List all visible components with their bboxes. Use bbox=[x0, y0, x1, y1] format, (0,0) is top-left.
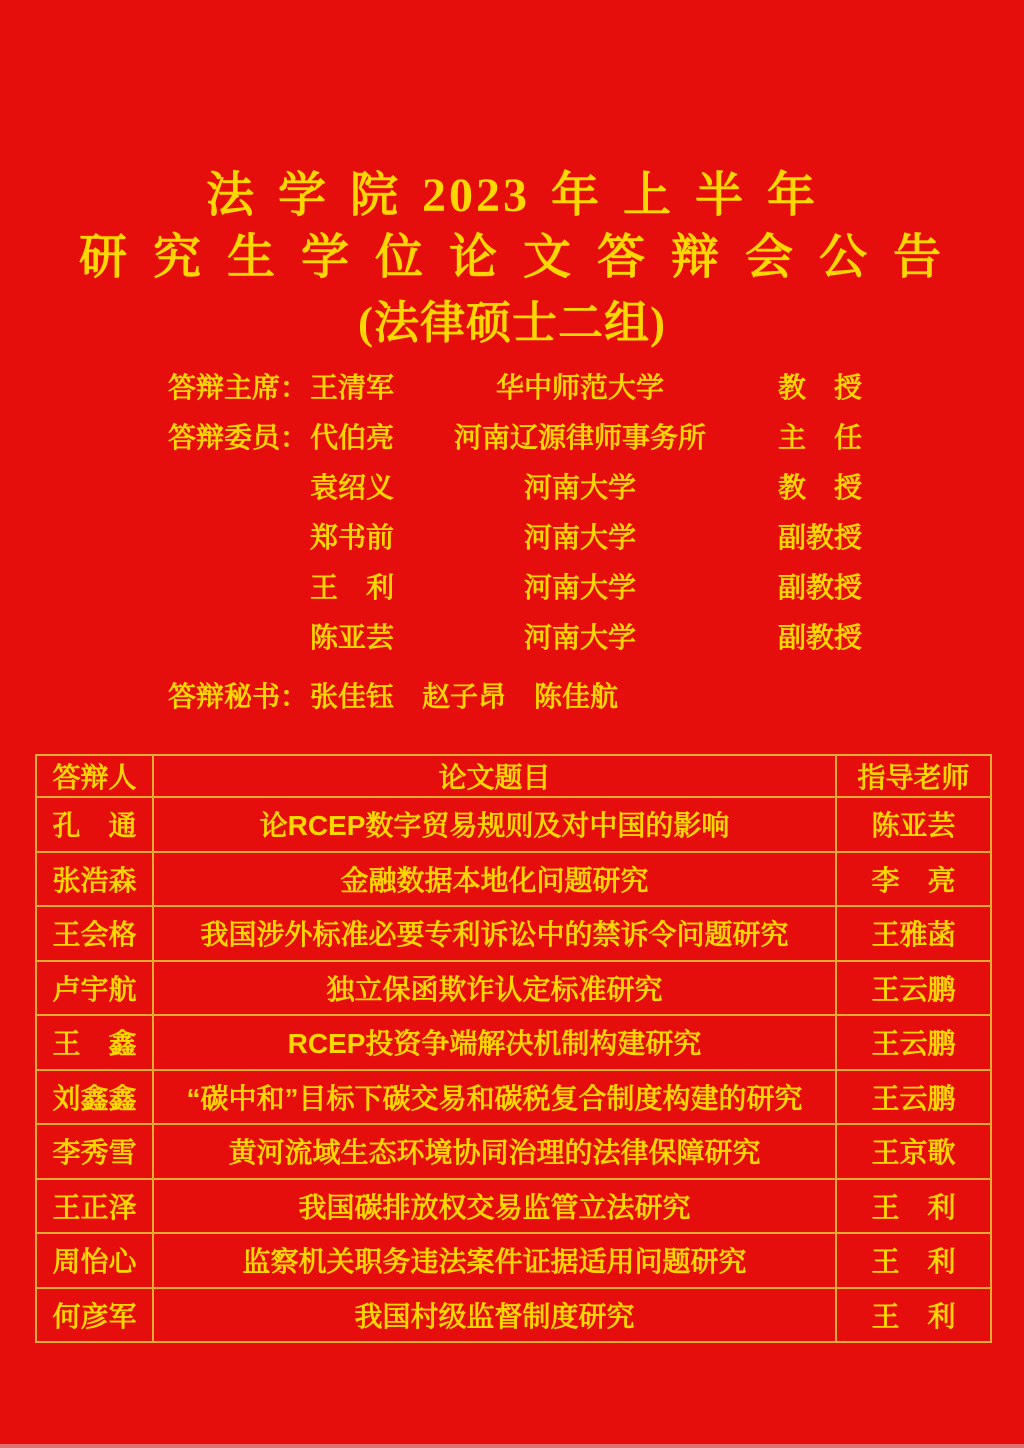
header-advisor: 指导老师 bbox=[836, 755, 991, 797]
defender-name: 卢宇航 bbox=[36, 961, 153, 1016]
advisor-name: 陈亚芸 bbox=[836, 797, 991, 852]
committee-member-rank: 教 授 bbox=[777, 472, 862, 503]
committee-member-institution: 河南大学 bbox=[523, 572, 636, 603]
committee-member-rank: 副教授 bbox=[777, 622, 862, 653]
defender-name: 王 鑫 bbox=[36, 1015, 153, 1070]
committee-role-label: 答辩委员： bbox=[168, 422, 309, 453]
secretary-names: 张佳钰 赵子昂 陈佳航 bbox=[310, 681, 619, 712]
thesis-title: RCEP投资争端解决机制构建研究 bbox=[153, 1015, 836, 1070]
advisor-name: 王京歌 bbox=[836, 1124, 991, 1179]
table-row bbox=[36, 961, 991, 1016]
advisor-name: 王云鹏 bbox=[836, 961, 991, 1016]
committee-row-member bbox=[0, 613, 1024, 663]
committee-row-member bbox=[0, 563, 1024, 613]
advisor-name: 王 利 bbox=[836, 1288, 991, 1343]
committee-member-name: 郑书前 bbox=[310, 522, 395, 553]
scan-bottom-edge bbox=[0, 1444, 1024, 1448]
committee-member-institution: 华中师范大学 bbox=[495, 372, 664, 403]
committee-row-chair bbox=[0, 363, 1024, 413]
committee-member-rank: 副教授 bbox=[777, 522, 862, 553]
committee-row-member bbox=[0, 413, 1024, 463]
thesis-title: 论RCEP数字贸易规则及对中国的影响 bbox=[153, 797, 836, 852]
table-row bbox=[36, 1015, 991, 1070]
committee-member-institution: 河南大学 bbox=[523, 472, 636, 503]
defender-name: 王正泽 bbox=[36, 1179, 153, 1234]
thesis-title: 独立保函欺诈认定标准研究 bbox=[153, 961, 836, 1016]
committee-member-institution: 河南大学 bbox=[523, 522, 636, 553]
committee-member-institution: 河南大学 bbox=[523, 622, 636, 653]
defender-name: 张浩森 bbox=[36, 852, 153, 907]
committee-member-name: 袁绍义 bbox=[310, 472, 395, 503]
advisor-name: 王 利 bbox=[836, 1233, 991, 1288]
thesis-title: “碳中和”目标下碳交易和碳税复合制度构建的研究 bbox=[153, 1070, 836, 1125]
title-line-3-group: (法律硕士二组) bbox=[358, 298, 666, 348]
table-row bbox=[36, 1233, 991, 1288]
poster-title bbox=[0, 168, 1024, 352]
title-line-1: 法 学 院 2023 年 上 半 年 bbox=[205, 169, 818, 222]
table-row bbox=[36, 797, 991, 852]
defender-name: 何彦军 bbox=[36, 1288, 153, 1343]
table-row bbox=[36, 1070, 991, 1125]
defense-schedule-table bbox=[35, 754, 992, 1343]
header-thesis-title: 论文题目 bbox=[153, 755, 836, 797]
table-row bbox=[36, 852, 991, 907]
defender-name: 刘鑫鑫 bbox=[36, 1070, 153, 1125]
table-header-row bbox=[36, 755, 991, 797]
committee-section bbox=[0, 363, 1024, 722]
advisor-name: 王云鹏 bbox=[836, 1070, 991, 1125]
thesis-title: 金融数据本地化问题研究 bbox=[153, 852, 836, 907]
defender-name: 李秀雪 bbox=[36, 1124, 153, 1179]
table-row bbox=[36, 1124, 991, 1179]
defender-name: 孔 通 bbox=[36, 797, 153, 852]
thesis-title: 我国村级监督制度研究 bbox=[153, 1288, 836, 1343]
table-row bbox=[36, 906, 991, 961]
committee-member-name: 王 利 bbox=[310, 572, 395, 603]
advisor-name: 王云鹏 bbox=[836, 1015, 991, 1070]
thesis-title: 黄河流域生态环境协同治理的法律保障研究 bbox=[153, 1124, 836, 1179]
committee-row-member bbox=[0, 463, 1024, 513]
table-row bbox=[36, 1288, 991, 1343]
committee-role-label: 答辩主席： bbox=[168, 372, 309, 403]
committee-member-rank: 副教授 bbox=[777, 572, 862, 603]
header-defender: 答辩人 bbox=[36, 755, 153, 797]
advisor-name: 王 利 bbox=[836, 1179, 991, 1234]
table-row bbox=[36, 1179, 991, 1234]
committee-member-institution: 河南辽源律师事务所 bbox=[453, 422, 706, 453]
committee-member-name: 陈亚芸 bbox=[310, 622, 395, 653]
committee-member-rank: 教 授 bbox=[777, 372, 862, 403]
defender-name: 王会格 bbox=[36, 906, 153, 961]
committee-row-member bbox=[0, 513, 1024, 563]
defender-name: 周怡心 bbox=[36, 1233, 153, 1288]
title-line-2: 研 究 生 学 位 论 文 答 辩 会 公 告 bbox=[78, 231, 945, 284]
committee-member-name: 代伯亮 bbox=[310, 422, 395, 453]
committee-member-name: 王清军 bbox=[310, 372, 395, 403]
secretary-role-label: 答辩秘书： bbox=[168, 681, 309, 712]
advisor-name: 李 亮 bbox=[836, 852, 991, 907]
thesis-title: 我国涉外标准必要专利诉讼中的禁诉令问题研究 bbox=[153, 906, 836, 961]
advisor-name: 王雅菡 bbox=[836, 906, 991, 961]
thesis-title: 监察机关职务违法案件证据适用问题研究 bbox=[153, 1233, 836, 1288]
thesis-title: 我国碳排放权交易监管立法研究 bbox=[153, 1179, 836, 1234]
committee-row-secretary bbox=[0, 672, 1024, 722]
committee-member-rank: 主 任 bbox=[777, 422, 862, 453]
